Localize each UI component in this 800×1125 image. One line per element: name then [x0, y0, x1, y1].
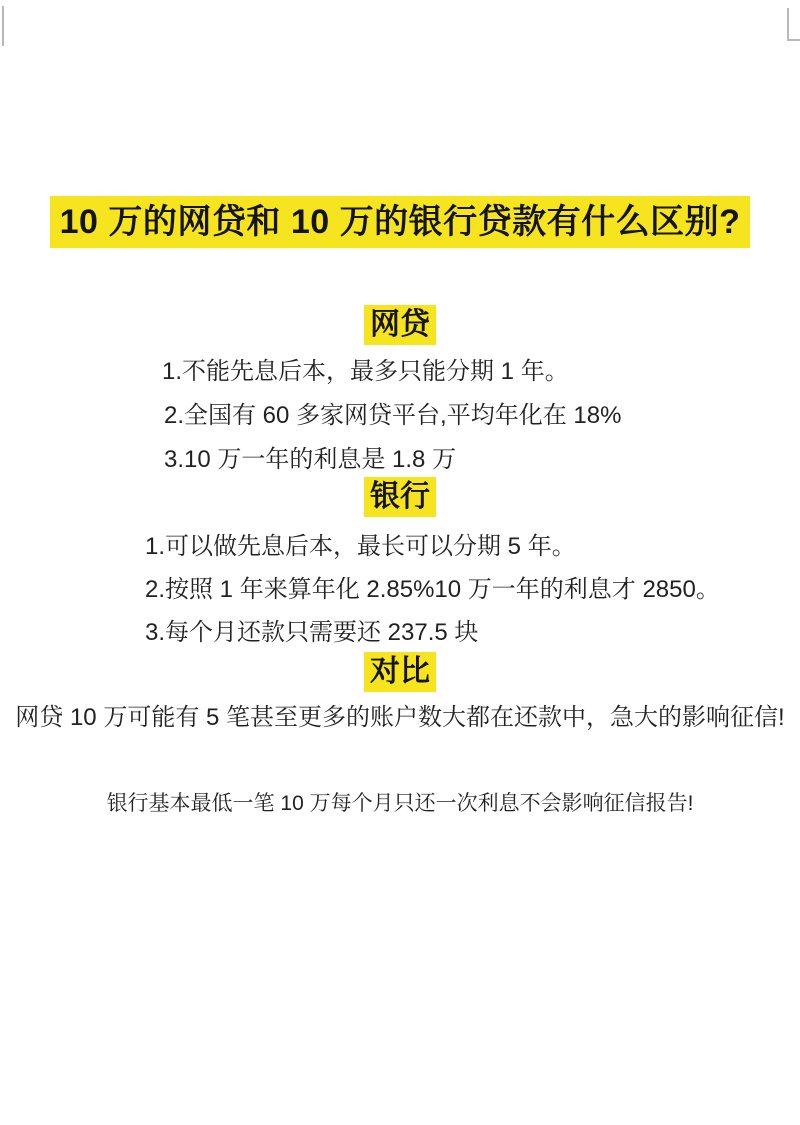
section-heading-yinhang	[0, 477, 800, 517]
wangdai-item-3: 3.10 万一年的利息是 1.8 万	[164, 446, 457, 473]
comparison-paragraph-1: 网贷 10 万可能有 5 笔甚至更多的账户数大都在还款中，急大的影响征信!	[15, 704, 785, 731]
wangdai-item-2: 2.全国有 60 多家网贷平台,平均年化在 18%	[164, 402, 622, 429]
yinhang-item-1: 1.可以做先息后本，最长可以分期 5 年。	[145, 533, 576, 560]
corner-artifact-left	[2, 6, 4, 46]
section-heading-wangdai	[0, 305, 800, 345]
page-title	[0, 196, 800, 248]
wangdai-item-1: 1.不能先息后本，最多只能分期 1 年。	[162, 358, 569, 385]
yinhang-item-2: 2.按照 1 年来算年化 2.85%10 万一年的利息才 2850。	[145, 576, 720, 603]
page-title-highlight: 10 万的网贷和 10 万的银行贷款有什么区别?	[50, 196, 751, 248]
yinhang-item-3: 3.每个月还款只需要还 237.5 块	[145, 619, 479, 646]
section-heading-duibi	[0, 652, 800, 692]
corner-artifact-right	[787, 8, 800, 41]
section-heading-wangdai-label: 网贷	[364, 305, 436, 345]
section-heading-yinhang-label: 银行	[364, 477, 436, 517]
section-heading-duibi-label: 对比	[364, 652, 436, 692]
comparison-paragraph-2: 银行基本最低一笔 10 万每个月只还一次利息不会影响征信报告!	[106, 792, 694, 815]
